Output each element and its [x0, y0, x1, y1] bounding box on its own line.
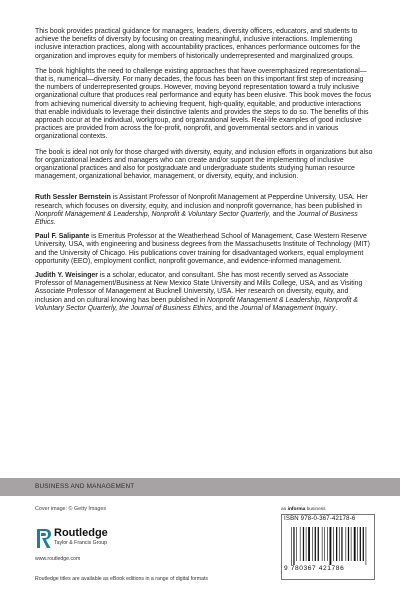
- barcode-bar: [312, 527, 313, 561]
- publisher-group: Taylor & Francis Group: [54, 540, 108, 546]
- description-paragraph-3: The book is ideal not only for those charged with diversity, equity, and inclusion efforts in organizations but also for organizational leaders and managers who can create and/or support the implementing of inclusive organizational practices and also for postgraduate and undergraduate students studying human resource management, organizational behavior, management, or diversity, equity, and inclusion.: [35, 148, 373, 181]
- barcode-bar: [341, 527, 342, 561]
- imprint-suffix: business: [305, 507, 326, 512]
- barcode-bar: [354, 527, 356, 561]
- publisher-name: Routledge: [54, 527, 108, 539]
- bio-text: is Assistant Professor of Nonprofit Management at Pepperdine University, USA. Her research, which focuses on diversity, equity, and inclusion and nonprofit governance, has been published in: [35, 194, 368, 210]
- barcode-bar: [318, 527, 319, 561]
- routledge-r-icon: [35, 527, 51, 549]
- barcode-bar: [348, 527, 349, 561]
- description-paragraph-2: The book highlights the need to challenge existing approaches that have overemphasized representational—that is, numerical—diversity. For many decades, the focus has been on this important first step of increasing the numbers of underrepresented groups. However, moving beyond representation toward a truly inclusive organizational culture that produces real performance and equity has been elusive. This book moves the focus from achieving numerical diversity to achieving frequent, high-quality, equitable, and productive interactions that enable individuals to leverage their distinctive talents and provides the steps to do so. The benefits of this approach occur at the individual, workgroup, and organizational levels. Real-life examples of good inclusive practices are provided from across the for-profit, nonprofit, and governmental sectors and in various organizational contexts.: [35, 67, 372, 141]
- barcode-icon: [289, 527, 369, 565]
- author-name: Paul F. Salipante: [35, 233, 90, 241]
- barcode-digits: 9 780367 421786: [284, 565, 345, 572]
- barcode-bar: [303, 527, 304, 561]
- barcode-bar: [357, 527, 358, 561]
- barcode-bar: [306, 527, 307, 561]
- isbn-label: ISBN 978-0-367-42178-6: [284, 516, 356, 522]
- imprint-prefix: an: [281, 507, 288, 512]
- author-bio-bernstein: [35, 194, 373, 227]
- barcode-bar: [360, 527, 361, 561]
- bio-end: .: [53, 219, 56, 227]
- description-paragraph-1: This book provides practical guidance for managers, leaders, diversity officers, educators, and students to achieve the benefits of diversity by focusing on creating meaningful, inclusive interactions. Implementing inclusive interaction practices, along with accountability practices, enhances performance outcomes for the organization and improves equity for members of historically underrepresented and marginalized groups.: [35, 28, 361, 60]
- barcode-bar: [322, 527, 323, 561]
- author-bio-weisinger: [35, 272, 373, 313]
- barcode-bar: [296, 527, 297, 561]
- blurb-content: [35, 28, 373, 319]
- barcode-bar: [300, 527, 301, 561]
- category-label: BUSINESS AND MANAGEMENT: [35, 483, 135, 490]
- barcode-bar: [363, 527, 364, 561]
- barcode-bar: [324, 527, 325, 561]
- journal-list: Nonprofit Management & Leadership, Nonprofit & Voluntary Sector Quarterly: [35, 210, 269, 218]
- barcode-bar: [366, 527, 367, 565]
- category-band: [0, 478, 400, 496]
- routledge-logo: [35, 527, 155, 557]
- bio-text: , and the: [211, 304, 241, 312]
- bio-end: .: [335, 304, 338, 312]
- barcode-bar: [293, 527, 294, 565]
- barcode-bar: [351, 527, 352, 561]
- barcode-bar: [346, 527, 347, 561]
- bio-text: is a scholar, educator, and consultant. She has most recently served as Associate Professor of Management/Business at New Mexico State University and Mills College, USA, and as Visiting Associate Professor of Management at Bucknell University, USA. Her research on diversity, equity, and inclusion and on cultural knowing has been published in: [35, 272, 363, 304]
- journal-list: Nonprofit Management & Leadership, Nonprofit & Voluntary Sector Quarterly, the Journal of Business Ethics: [35, 296, 358, 312]
- ebook-note: Routledge titles are available as eBook editions in a range of digital formats: [35, 576, 209, 582]
- barcode-bar: [308, 527, 310, 561]
- informa-imprint: [281, 507, 326, 512]
- journal-title: Journal of Business Ethics: [35, 210, 358, 227]
- barcode-bar: [315, 527, 316, 561]
- barcode-bar: [291, 527, 292, 565]
- barcode-bar: [333, 527, 334, 561]
- barcode-bar: [329, 527, 331, 565]
- author-bio-salipante: [35, 233, 373, 266]
- barcode-bar: [327, 527, 328, 561]
- barcode-bar: [336, 527, 337, 561]
- bio-text: , and the: [268, 210, 298, 218]
- barcode-bar: [339, 527, 340, 561]
- journal-title: Journal of Management Inquiry: [240, 304, 336, 312]
- cover-credit: Cover image: © Getty Images: [35, 506, 107, 512]
- bio-text: is Emeritus Professor at the Weatherhead School of Management, Case Western Reserve University, USA, with engineering and business degrees from the Massachusetts Institute of Technology (MIT) and the University of Chicago. His publications cover training for disadvantaged workers, equal employment opportunity (EEO), employment conflict, nonprofit governance, and evidence-informed management.: [35, 233, 370, 265]
- author-name: Ruth Sessler Bernstein: [35, 194, 111, 202]
- author-name: Judith Y. Weisinger: [35, 272, 98, 280]
- publisher-website: www.routledge.com: [35, 556, 81, 562]
- imprint-brand: informa: [287, 507, 306, 512]
